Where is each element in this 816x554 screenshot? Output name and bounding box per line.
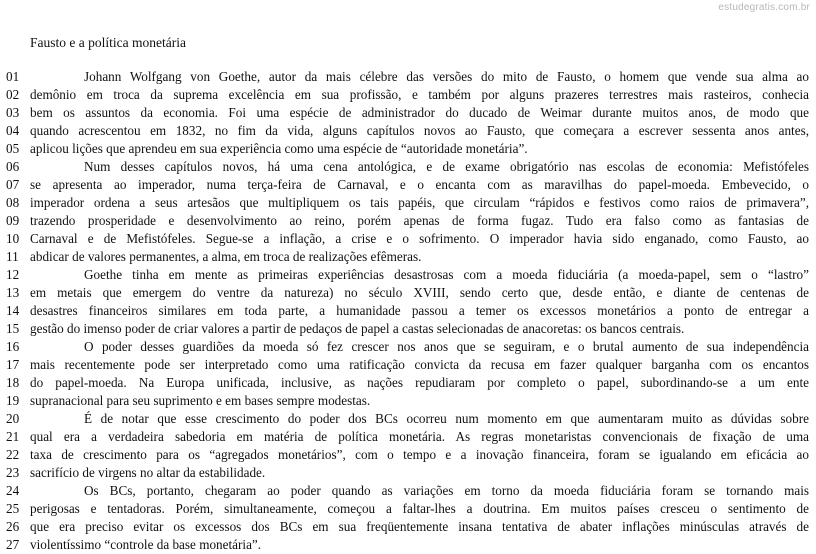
text-line	[0, 356, 816, 374]
line-text: Johann Wolfgang von Goethe, autor da mais célebre das versões do mito de Fausto, o homem que vende sua alma ao	[84, 69, 809, 84]
line-number: 26	[6, 519, 20, 534]
line-number: 10	[6, 231, 20, 246]
line-text: quando acrescentou em 1832, no fim da vida, alguns capítulos novos ao Fausto, que começara a escrever sessenta anos antes,	[30, 123, 809, 138]
line-text: demônio em troca da suprema excelência em sua profissão, e também por alguns prazeres terrestres mais rasteiros, conhecia	[30, 87, 809, 102]
document-title: Fausto e a política monetária	[30, 35, 186, 50]
text-line	[0, 68, 816, 86]
line-text: O poder desses guardiões da moeda só fez crescer nos anos que se seguiram, e o brutal aumento de sua independência	[84, 339, 809, 354]
line-text: violentíssimo “controle da base monetária”.	[30, 537, 262, 552]
text-line	[0, 194, 816, 212]
text-line	[0, 500, 816, 518]
line-number: 25	[6, 501, 20, 516]
line-text: em metais que emergem do ventre da natureza) no século XVIII, sendo certo que, desde então, e diante de centenas de	[30, 285, 809, 300]
line-text: abdicar de valores permanentes, a alma, em troca de realizações efêmeras.	[30, 249, 422, 264]
line-number: 19	[6, 393, 20, 408]
line-number: 20	[6, 411, 20, 426]
line-number: 01	[6, 69, 20, 84]
line-text: sacrifício de virgens no altar da estabilidade.	[30, 465, 266, 480]
text-line	[0, 320, 816, 338]
line-text: É de notar que esse crescimento do poder dos BCs ocorreu num momento em que aumentaram muito as dúvidas sobre	[84, 411, 809, 426]
line-text: Os BCs, portanto, chegaram ao poder quando as variações em torno da moeda fiduciária foram se tornando mais	[84, 483, 809, 498]
text-line	[0, 536, 816, 554]
numbered-text-body	[0, 68, 816, 554]
line-number: 05	[6, 141, 20, 156]
line-text: perigosas e tentadoras. Porém, simultaneamente, começou a faltar-lhes a doutrina. Em muitos países cresceu o sentimento de	[30, 501, 809, 516]
line-text: bem os assuntos da economia. Foi uma espécie de administrador do ducado de Weimar durante muitos anos, de modo que	[30, 105, 809, 120]
line-number: 27	[6, 537, 20, 552]
line-number: 17	[6, 357, 20, 372]
text-line	[0, 248, 816, 266]
line-text: mais recentemente pode ser interpretado como uma ratificação convicta da recusa em fazer qualquer barganha com os encantos	[30, 357, 809, 372]
line-number: 03	[6, 105, 20, 120]
line-number: 02	[6, 87, 20, 102]
line-text: Num desses capítulos novos, há uma cena antológica, e de exame obrigatório nas escolas de economia: Mefistófeles	[84, 159, 809, 174]
line-text: desastres financeiros similares em toda parte, a humanidade passou a temer os excessos monetários a ponto de entregar a	[30, 303, 809, 318]
text-line	[0, 338, 816, 356]
line-text: taxa de crescimento para os “agregados monetários”, com o tempo e a inovação financeira, foram se igualando em eficácia ao	[30, 447, 809, 462]
line-text: do papel-moeda. Na Europa unificada, inclusive, as nações repudiaram por completo o papel, subordinando-se a um ente	[30, 375, 809, 390]
text-line	[0, 212, 816, 230]
line-number: 22	[6, 447, 20, 462]
text-line	[0, 284, 816, 302]
line-text: gestão do imenso poder de criar valores a partir de pedaços de papel a castas selecionadas de anacoretas: os bancos centrais.	[30, 321, 685, 336]
line-number: 15	[6, 321, 20, 336]
line-number: 08	[6, 195, 20, 210]
line-number: 14	[6, 303, 20, 318]
line-number: 04	[6, 123, 20, 138]
text-line	[0, 158, 816, 176]
line-number: 21	[6, 429, 20, 444]
text-line	[0, 518, 816, 536]
line-text: aplicou lições que aprendeu em sua experiência como uma espécie de “autoridade monetária”.	[30, 141, 528, 156]
line-number: 18	[6, 375, 20, 390]
text-line	[0, 392, 816, 410]
text-line	[0, 482, 816, 500]
line-text: se apresenta ao imperador, numa terça-feira de Carnaval, e o encanta com as maravilhas do papel-moeda. Embevecido, o	[30, 177, 809, 192]
line-number: 12	[6, 267, 20, 282]
line-number: 23	[6, 465, 20, 480]
text-line	[0, 374, 816, 392]
line-number: 09	[6, 213, 20, 228]
line-number: 07	[6, 177, 20, 192]
line-text: Carnaval e de Mefistófeles. Segue-se a inflação, a crise e o sofrimento. O imperador havia sido enganado, como Fausto, ao	[30, 231, 809, 246]
text-line	[0, 446, 816, 464]
line-number: 11	[6, 249, 19, 264]
text-line	[0, 122, 816, 140]
text-line	[0, 302, 816, 320]
text-line	[0, 428, 816, 446]
line-text: supranacional para seu suprimento e em bases sempre modestas.	[30, 393, 371, 408]
line-number: 13	[6, 285, 20, 300]
line-text: qual era a verdadeira sabedoria em matéria de política monetária. As regras monetaristas convencionais de fixação de uma	[30, 429, 809, 444]
line-number: 24	[6, 483, 20, 498]
text-line	[0, 464, 816, 482]
line-text: Goethe tinha em mente as primeiras experiências desastrosas com a moeda fiduciária (a moeda-papel, sem o “lastro”	[84, 267, 809, 282]
text-line	[0, 86, 816, 104]
line-number: 16	[6, 339, 20, 354]
text-line	[0, 104, 816, 122]
line-text: que era preciso evitar os excessos dos BCs em sua freqüentemente insana tentativa de abater inflações minúsculas através de	[30, 519, 809, 534]
text-line	[0, 266, 816, 284]
text-line	[0, 176, 816, 194]
line-text: imperador ordena a seus artesãos que multipliquem os tais papéis, que circulam “rápidos e festivos como raios de primavera”,	[30, 195, 809, 210]
text-line	[0, 410, 816, 428]
text-line	[0, 140, 816, 158]
line-number: 06	[6, 159, 20, 174]
site-watermark: estudegratis.com.br	[718, 2, 810, 13]
text-line	[0, 230, 816, 248]
line-text: trazendo prosperidade e desenvolvimento ao reino, porém apenas de forma fugaz. Tudo era falso como as fantasias de	[30, 213, 809, 228]
